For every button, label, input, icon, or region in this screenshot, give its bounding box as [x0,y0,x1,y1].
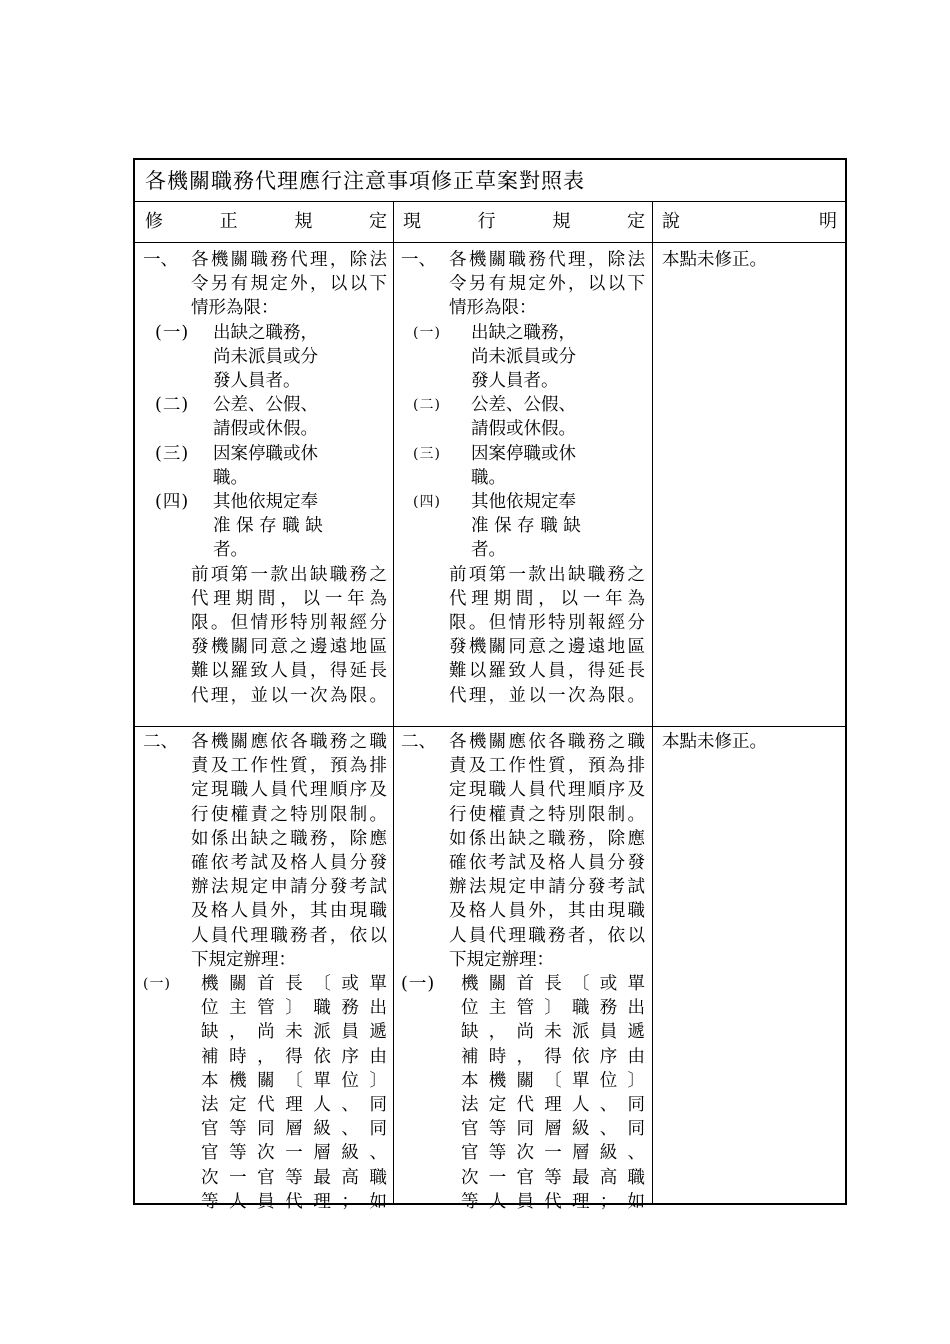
subclause: (一) 出缺之職務， 尚未派員或分 發人員者。 [155,322,318,392]
row1-current [401,248,645,708]
column-divider [393,202,394,1203]
header-amended: 修 正 規 定 [145,211,387,232]
clause-2: 二、 各機關應依各職務之職 責及工作性質，預為排 定現職人員代理順序及 行使權責之特別限制。 如係出缺之職務，除應 確依考試及格人員分發 辦法規定申請分發考試 及格人員外，其由現職 人員代理職務者，依以 下規定辦理： [401,732,645,970]
comparison-table [133,158,847,1212]
subclause: (二) 公差、公假、 請假或休假。 [155,395,318,440]
row1-note: 本點未修正。 [662,250,767,270]
subclause: (三) 因案停職或休 職。 [155,443,318,488]
subclause: (四) 其他依規定奉 准 保 存 職 缺 者。 [413,492,581,561]
subclause: (三) 因案停職或休 職。 [413,443,576,488]
row2-amended [143,730,387,1214]
row2-note: 本點未修正。 [662,732,767,752]
clause-paragraph: 前項第一款出缺職務之 代理期間，以一年為 限。但情形特別報經分 發機關同意之邊遠地區 難以羅致人員，得延長 代理，並以一次為限。 [191,564,387,706]
header-row [135,202,845,243]
clause-1: 一、 各機關職務代理，除法 令另有規定外，以以下 情形為限： [143,250,387,319]
subclause: (二) 公差、公假、 請假或休假。 [413,395,576,440]
column-divider [652,202,653,1203]
clause-1: 一、 各機關職務代理，除法 令另有規定外，以以下 情形為限： [401,250,645,319]
clause-paragraph: 前項第一款出缺職務之 代理期間，以一年為 限。但情形特別報經分 發機關同意之邊遠地區 難以羅致人員，得延長 代理，並以一次為限。 [449,564,645,706]
subclause: (一) 出缺之職務， 尚未派員或分 發人員者。 [413,322,576,392]
row-divider [135,726,845,727]
subclause: (一) 機關首長〔或單 位主管〕職務出 缺，尚未派員遞 補時，得依序由 本機關〔單位〕 法定代理人、同 官等同層級、同 官等次一層級、 次一官等最高職 等人員代理；如 [143,974,387,1212]
clause-2: 二、 各機關應依各職務之職 責及工作性質，預為排 定現職人員代理順序及 行使權責之特別限制。 如係出缺之職務，除應 確依考試及格人員分發 辦法規定申請分發考試 及格人員外，其由現職 人員代理職務者，依以 下規定辦理： [143,732,387,970]
header-note: 說 明 [662,211,837,232]
subclause: (一) 機關首長〔或單 位主管〕職務出 缺，尚未派員遞 補時，得依序由 本機關〔單位〕 法定代理人、同 官等同層級、同 官等次一層級、 次一官等最高職 等人員代理；如 [401,974,645,1212]
row2-current [401,730,645,1214]
header-current: 現 行 規 定 [403,211,645,232]
row1-amended [143,248,387,708]
table-title: 各機關職務代理應行注意事項修正草案對照表 [135,160,845,202]
subclause: (四) 其他依規定奉 准 保 存 職 缺 者。 [155,492,323,561]
